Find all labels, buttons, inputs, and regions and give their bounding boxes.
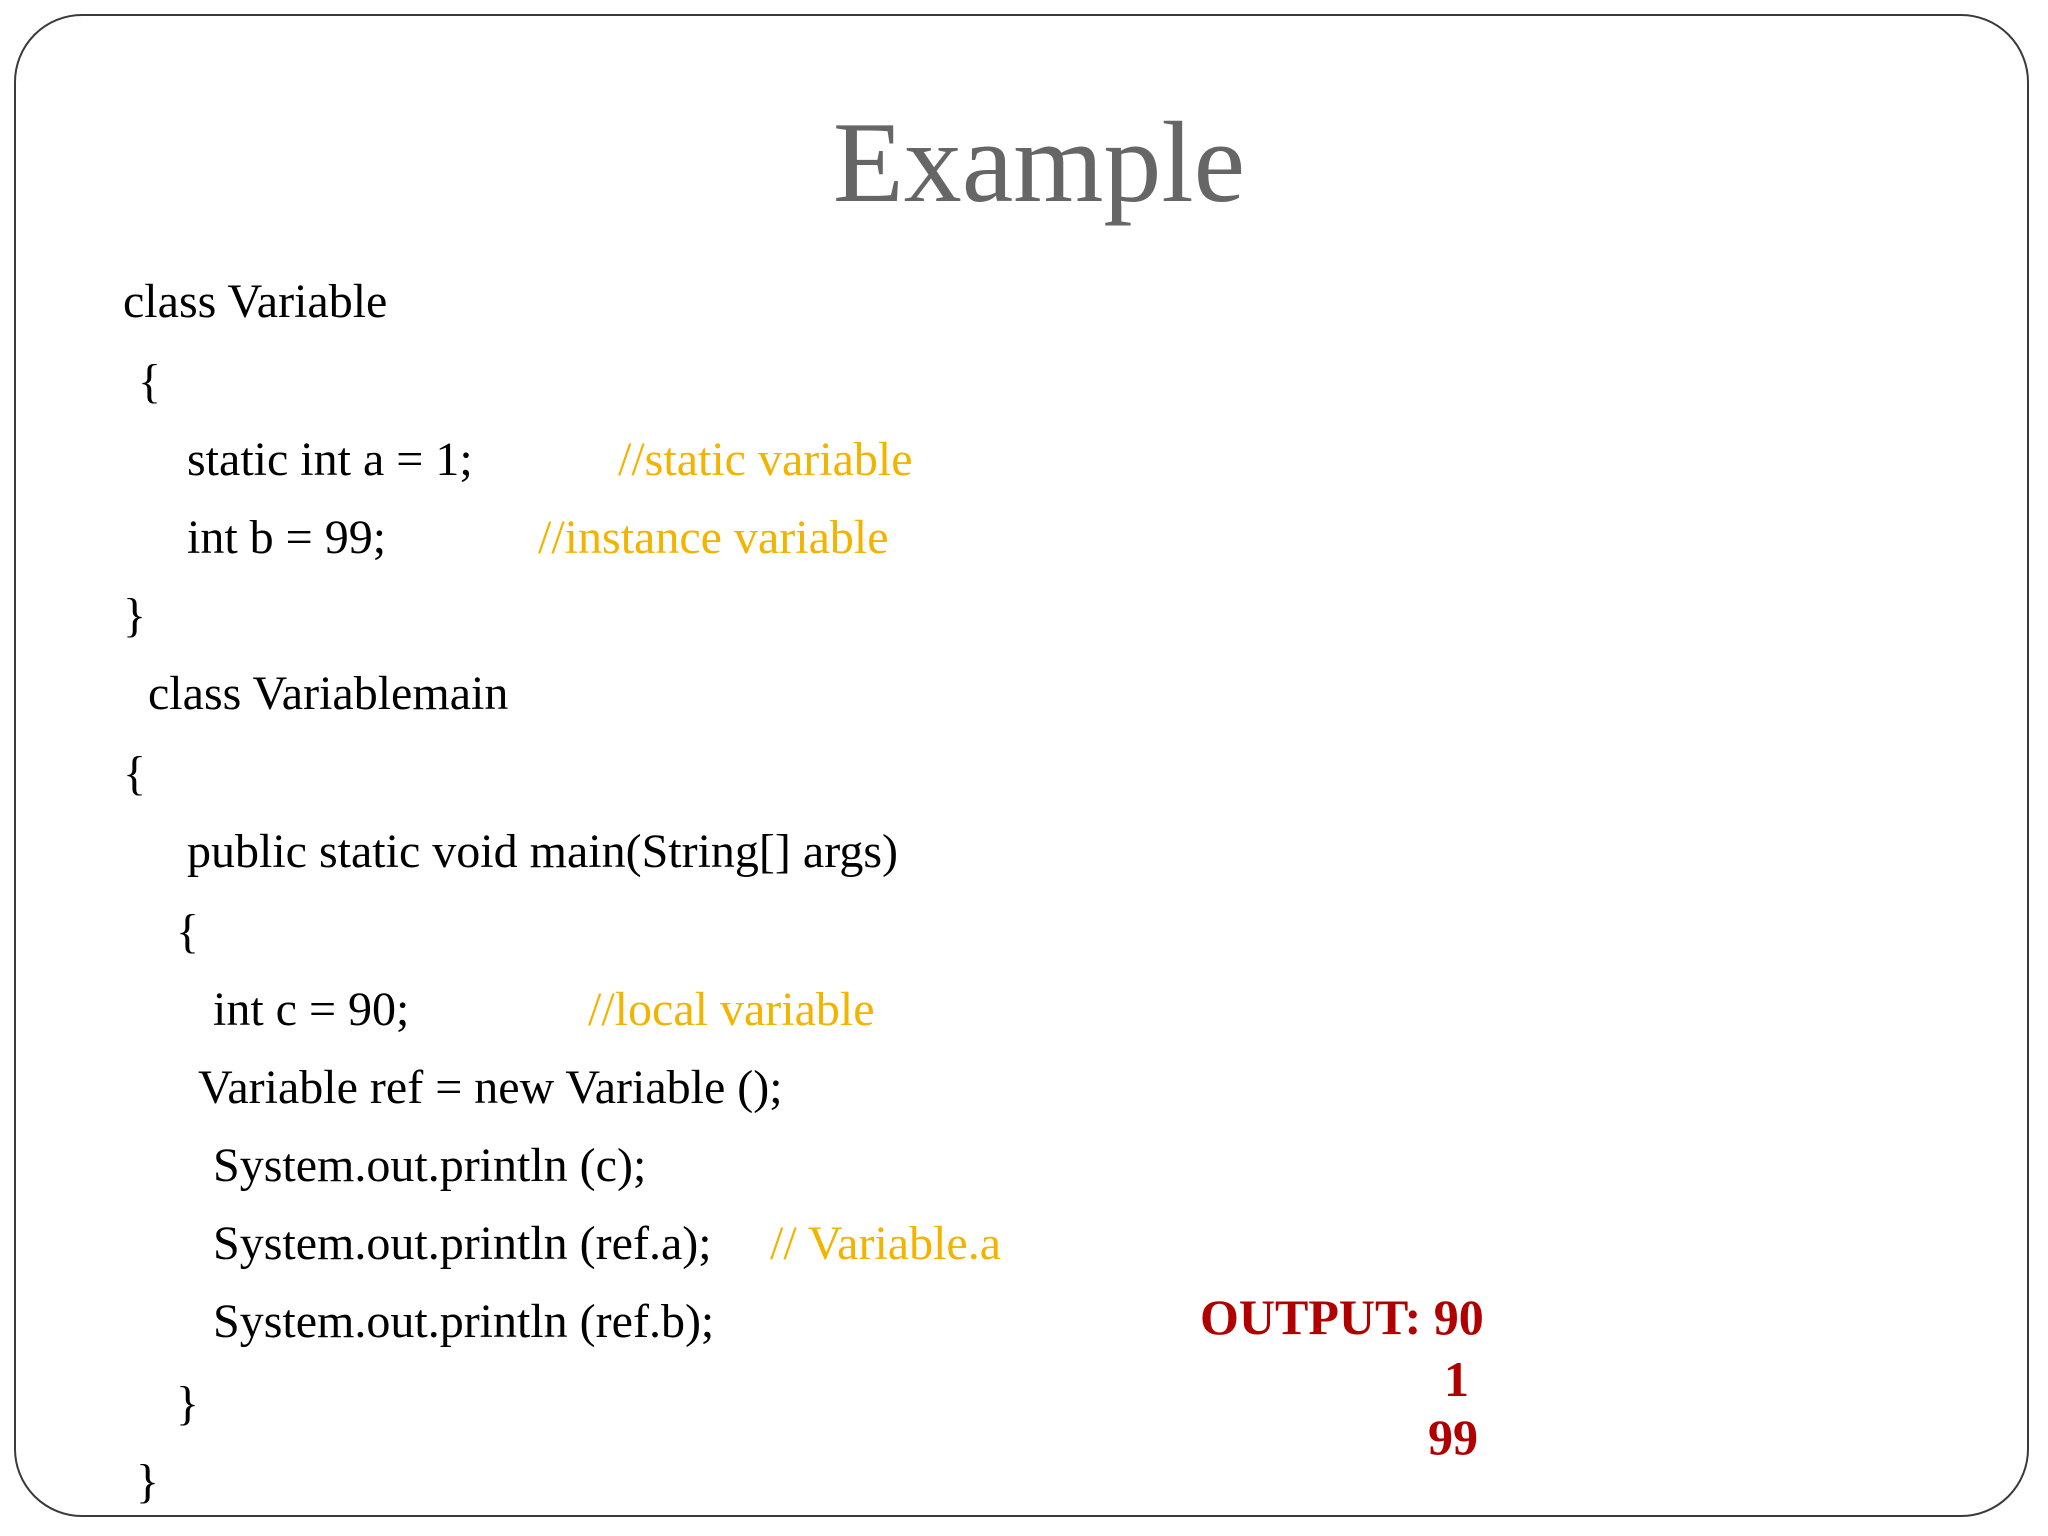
code-line: } [123, 589, 147, 642]
code-line: { [176, 905, 200, 958]
code-line: static int a = 1; [187, 433, 473, 486]
output-label: OUTPUT: 90 [1200, 1289, 1484, 1345]
code-line: class Variable [123, 275, 388, 328]
code-line: int b = 99; [187, 511, 387, 564]
slide-title: Example [832, 99, 1246, 227]
code-line: } [136, 1455, 160, 1508]
code-comment: //local variable [588, 983, 875, 1036]
code-line: System.out.println (ref.a); [213, 1217, 712, 1270]
code-line: System.out.println (ref.b); [213, 1295, 715, 1348]
code-line: { [123, 747, 147, 800]
code-line: System.out.println (c); [213, 1139, 647, 1192]
code-line: int c = 90; [213, 983, 410, 1036]
slide-frame [14, 14, 2029, 1517]
output-value: 1 [1444, 1351, 1469, 1407]
code-line: { [138, 355, 162, 408]
code-comment: //instance variable [538, 511, 889, 564]
code-line: } [176, 1377, 200, 1430]
code-comment: // Variable.a [770, 1217, 1002, 1270]
code-line: public static void main(String[] args) [187, 825, 898, 878]
output-value: 99 [1428, 1409, 1478, 1465]
code-comment: //static variable [618, 433, 913, 486]
code-line: Variable ref = new Variable (); [198, 1061, 783, 1114]
code-line: class Variablemain [148, 667, 509, 720]
